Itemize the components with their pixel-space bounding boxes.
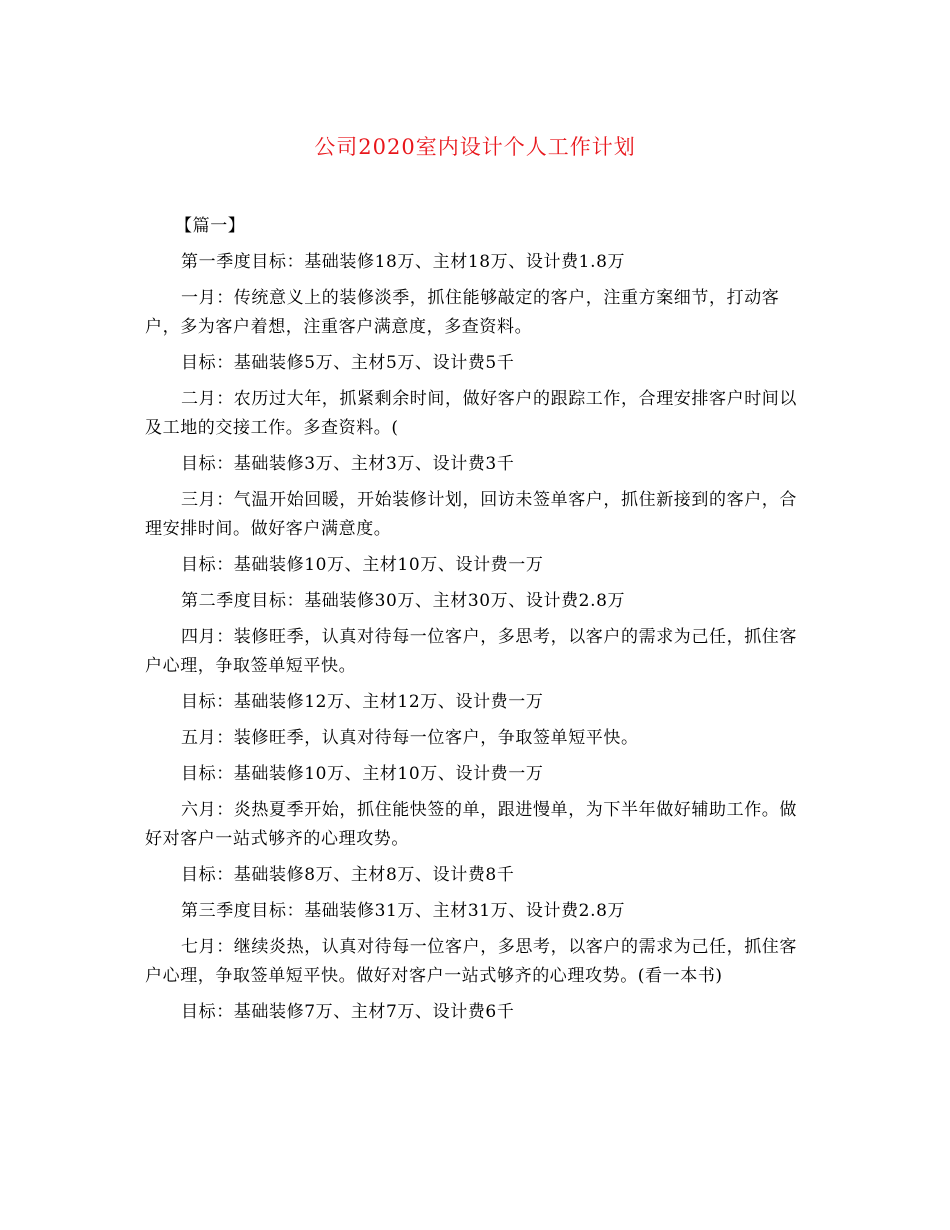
section-heading: 【篇一】 — [175, 216, 246, 236]
july-target: 目标：基础装修7万、主材7万、设计费6千 — [181, 1002, 515, 1022]
quarter-1-goal: 第一季度目标：基础装修18万、主材18万、设计费1.8万 — [181, 252, 626, 272]
may-target: 目标：基础装修10万、主材10万、设计费一万 — [181, 764, 544, 784]
may-plan: 五月：装修旺季，认真对待每一位客户，争取签单短平快。 — [181, 728, 639, 748]
june-plan: 六月：炎热夏季开始，抓住能快签的单，跟进慢单，为下半年做好辅助工作。做好对客户一站式够齐的心理攻势。 — [145, 800, 797, 849]
february-target: 目标：基础装修3万、主材3万、设计费3千 — [181, 454, 515, 474]
document-title: 公司2020室内设计个人工作计划 — [314, 135, 636, 159]
quarter-3-goal: 第三季度目标：基础装修31万、主材31万、设计费2.8万 — [181, 901, 626, 921]
quarter-2-goal: 第二季度目标：基础装修30万、主材30万、设计费2.8万 — [181, 591, 626, 611]
july-plan: 七月：继续炎热，认真对待每一位客户，多思考，以客户的需求为己任，抓住客户心理，争取签单短平快。做好对客户一站式够齐的心理攻势。(看一本书) — [145, 937, 797, 986]
january-plan: 一月：传统意义上的装修淡季，抓住能够敲定的客户，注重方案细节，打动客户，多为客户着想，注重客户满意度，多查资料。 — [145, 288, 780, 337]
april-target: 目标：基础装修12万、主材12万、设计费一万 — [181, 692, 544, 712]
february-plan: 二月：农历过大年，抓紧剩余时间，做好客户的跟踪工作，合理安排客户时间以及工地的交接工作。多查资料。( — [145, 389, 797, 438]
document-body — [145, 212, 805, 1034]
january-target: 目标：基础装修5万、主材5万、设计费5千 — [181, 353, 515, 373]
june-target: 目标：基础装修8万、主材8万、设计费8千 — [181, 865, 515, 885]
march-target: 目标：基础装修10万、主材10万、设计费一万 — [181, 555, 544, 575]
april-plan: 四月：装修旺季，认真对待每一位客户，多思考，以客户的需求为己任，抓住客户心理，争取签单短平快。 — [145, 627, 797, 676]
march-plan: 三月：气温开始回暖，开始装修计划，回访未签单客户，抓住新接到的客户，合理安排时间。做好客户满意度。 — [145, 490, 797, 539]
